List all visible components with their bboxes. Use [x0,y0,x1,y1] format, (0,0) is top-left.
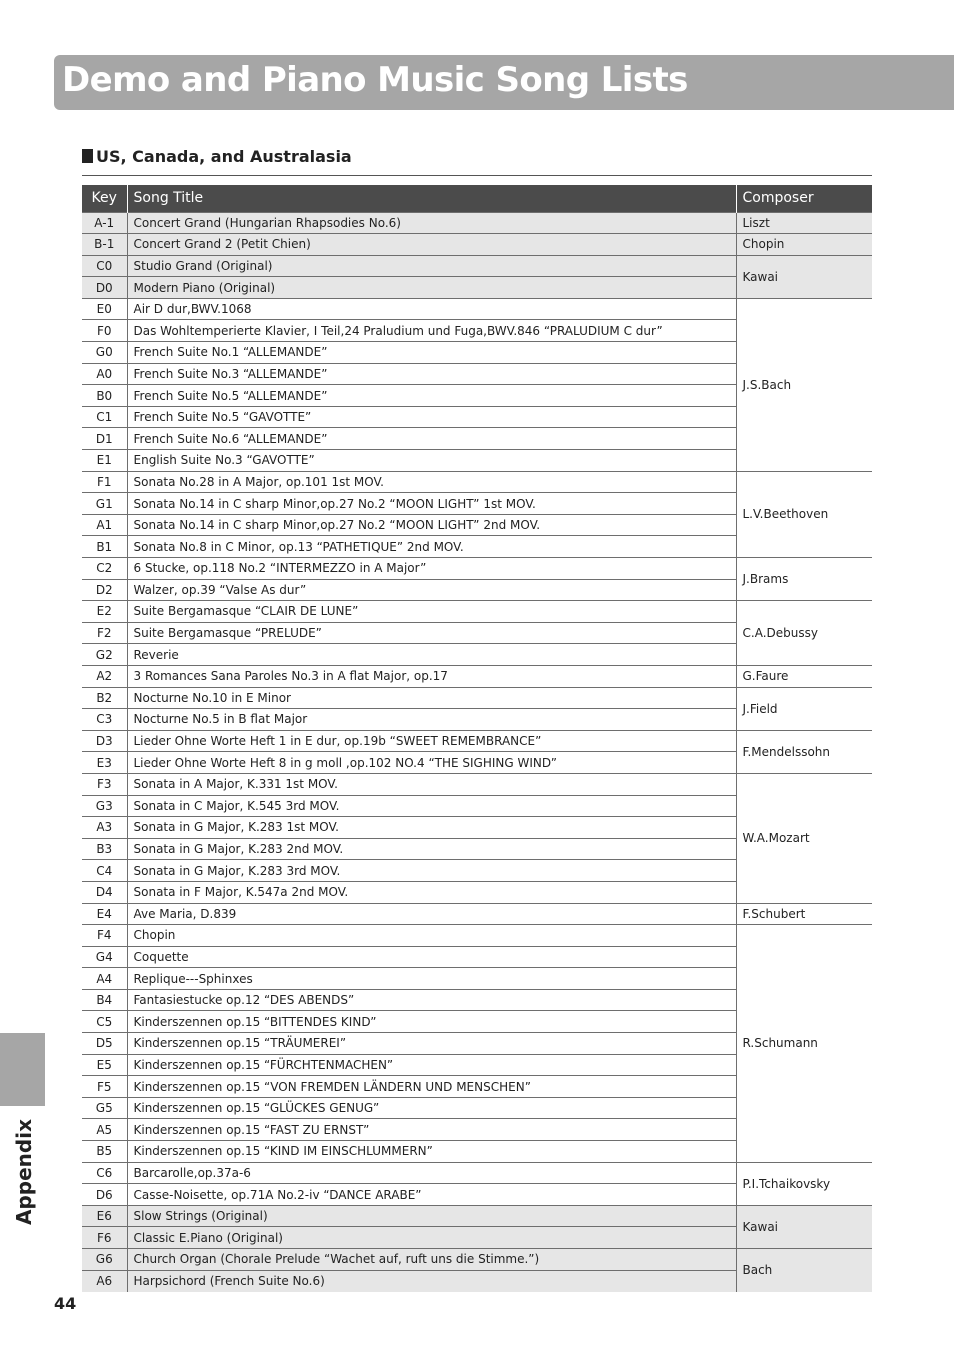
cell-composer: R.Schumann [736,925,872,1163]
cell-song-title: Concert Grand (Hungarian Rhapsodies No.6) [127,212,736,234]
cell-song-title: Sonata No.8 in C Minor, op.13 “PATHETIQUE” 2nd MOV. [127,536,736,558]
cell-key: E1 [82,450,127,472]
cell-song-title: Kinderszennen op.15 “BITTENDES KIND” [127,1011,736,1033]
cell-key: B-1 [82,234,127,256]
table-row [82,234,872,256]
cell-key: E5 [82,1054,127,1076]
cell-key: G3 [82,795,127,817]
cell-key: E6 [82,1205,127,1227]
side-tab [0,1033,45,1106]
cell-song-title: Fantasiestucke op.12 “DES ABENDS” [127,989,736,1011]
cell-key: A2 [82,665,127,687]
cell-song-title: 6 Stucke, op.118 No.2 “INTERMEZZO in A Major” [127,558,736,580]
title-band [54,55,954,110]
cell-song-title: Coquette [127,946,736,968]
cell-song-title: 3 Romances Sana Paroles No.3 in A flat Major, op.17 [127,665,736,687]
cell-key: E0 [82,298,127,320]
cell-song-title: Sonata in G Major, K.283 3rd MOV. [127,860,736,882]
song-list-table [82,185,872,1292]
cell-key: D2 [82,579,127,601]
header-composer: Composer [736,185,872,212]
cell-key: E4 [82,903,127,925]
cell-key: F0 [82,320,127,342]
cell-key: B1 [82,536,127,558]
cell-key: F5 [82,1076,127,1098]
cell-key: A3 [82,817,127,839]
cell-key: E2 [82,601,127,623]
cell-song-title: Studio Grand (Original) [127,255,736,277]
cell-song-title: French Suite No.1 “ALLEMANDE” [127,342,736,364]
cell-song-title: Casse-Noisette, op.71A No.2-iv “DANCE ARABE” [127,1184,736,1206]
cell-song-title: Chopin [127,925,736,947]
cell-song-title: French Suite No.3 “ALLEMANDE” [127,363,736,385]
cell-song-title: Kinderszennen op.15 “TRÄUMEREI” [127,1033,736,1055]
cell-key: A4 [82,968,127,990]
cell-song-title: Kinderszennen op.15 “FAST ZU ERNST” [127,1119,736,1141]
cell-song-title: Ave Maria, D.839 [127,903,736,925]
page-title: Demo and Piano Music Song Lists [62,60,688,100]
cell-composer: J.Field [736,687,872,730]
table-row [82,925,872,947]
cell-key: D4 [82,881,127,903]
cell-composer: C.A.Debussy [736,601,872,666]
cell-song-title: Suite Bergamasque “CLAIR DE LUNE” [127,601,736,623]
header-key: Key [82,185,127,212]
cell-song-title: Lieder Ohne Worte Heft 1 in E dur, op.19b “SWEET REMEMBRANCE” [127,730,736,752]
cell-key: B4 [82,989,127,1011]
table-header-row [82,185,872,212]
cell-composer: Liszt [736,212,872,234]
cell-composer: J.Brams [736,558,872,601]
cell-key: B0 [82,385,127,407]
cell-key: F1 [82,471,127,493]
table-row [82,1249,872,1271]
cell-song-title: Kinderszennen op.15 “KIND IM EINSCHLUMMERN” [127,1141,736,1163]
cell-key: B5 [82,1141,127,1163]
table-row [82,471,872,493]
cell-song-title: French Suite No.5 “ALLEMANDE” [127,385,736,407]
cell-song-title: Sonata in G Major, K.283 2nd MOV. [127,838,736,860]
cell-key: E3 [82,752,127,774]
cell-key: B2 [82,687,127,709]
section-title: US, Canada, and Australasia [96,146,352,166]
cell-song-title: Reverie [127,644,736,666]
cell-song-title: Harpsichord (French Suite No.6) [127,1270,736,1292]
table-row [82,730,872,752]
cell-composer: W.A.Mozart [736,773,872,903]
section-marker-icon [82,149,93,163]
table-row [82,601,872,623]
cell-song-title: Nocturne No.10 in E Minor [127,687,736,709]
cell-key: A0 [82,363,127,385]
cell-song-title: Slow Strings (Original) [127,1205,736,1227]
cell-composer: P.I.Tchaikovsky [736,1162,872,1205]
cell-song-title: Sonata No.28 in A Major, op.101 1st MOV. [127,471,736,493]
cell-key: D1 [82,428,127,450]
cell-key: F6 [82,1227,127,1249]
cell-composer: F.Schubert [736,903,872,925]
cell-key: C0 [82,255,127,277]
cell-key: D0 [82,277,127,299]
header-song-title: Song Title [127,185,736,212]
cell-composer: F.Mendelssohn [736,730,872,773]
cell-key: G1 [82,493,127,515]
cell-composer: Kawai [736,1205,872,1248]
cell-key: C3 [82,709,127,731]
cell-key: C5 [82,1011,127,1033]
table-row [82,773,872,795]
table-row [82,903,872,925]
cell-song-title: French Suite No.6 “ALLEMANDE” [127,428,736,450]
table-body [82,212,872,1292]
cell-composer: J.S.Bach [736,298,872,471]
cell-key: A-1 [82,212,127,234]
cell-key: C4 [82,860,127,882]
side-tab-label-wrap [4,1119,44,1225]
cell-song-title: Concert Grand 2 (Petit Chien) [127,234,736,256]
cell-song-title: Barcarolle,op.37a-6 [127,1162,736,1184]
page-number: 44 [54,1294,77,1313]
cell-key: G4 [82,946,127,968]
cell-song-title: Church Organ (Chorale Prelude “Wachet auf, ruft uns die Stimme.”) [127,1249,736,1271]
table-row [82,687,872,709]
cell-song-title: Sonata No.14 in C sharp Minor,op.27 No.2 “MOON LIGHT” 2nd MOV. [127,514,736,536]
cell-key: D6 [82,1184,127,1206]
cell-key: D5 [82,1033,127,1055]
cell-key: G6 [82,1249,127,1271]
cell-song-title: Sonata in F Major, K.547a 2nd MOV. [127,881,736,903]
cell-composer: Bach [736,1249,872,1292]
cell-song-title: Sonata in C Major, K.545 3rd MOV. [127,795,736,817]
table-row [82,1205,872,1227]
cell-key: F2 [82,622,127,644]
cell-composer: Kawai [736,255,872,298]
cell-composer: L.V.Beethoven [736,471,872,557]
cell-key: F4 [82,925,127,947]
cell-key: G2 [82,644,127,666]
cell-key: A6 [82,1270,127,1292]
table-row [82,255,872,277]
cell-key: F3 [82,773,127,795]
cell-song-title: Modern Piano (Original) [127,277,736,299]
cell-song-title: Lieder Ohne Worte Heft 8 in g moll ,op.102 NO.4 “THE SIGHING WIND” [127,752,736,774]
cell-song-title: Sonata in G Major, K.283 1st MOV. [127,817,736,839]
cell-key: C2 [82,558,127,580]
cell-song-title: Walzer, op.39 “Valse As dur” [127,579,736,601]
cell-key: A1 [82,514,127,536]
table-row [82,1162,872,1184]
cell-song-title: Air D dur,BWV.1068 [127,298,736,320]
table-row [82,298,872,320]
section-heading [82,145,352,167]
table-row [82,212,872,234]
cell-song-title: Replique---Sphinxes [127,968,736,990]
cell-key: C6 [82,1162,127,1184]
cell-song-title: Kinderszennen op.15 “GLÜCKES GENUG” [127,1097,736,1119]
cell-song-title: Kinderszennen op.15 “VON FREMDEN LÄNDERN UND MENSCHEN” [127,1076,736,1098]
cell-key: B3 [82,838,127,860]
cell-song-title: Sonata in A Major, K.331 1st MOV. [127,773,736,795]
side-tab-label: Appendix [12,1119,36,1225]
cell-song-title: Classic E.Piano (Original) [127,1227,736,1249]
table-row [82,558,872,580]
cell-song-title: Kinderszennen op.15 “FÜRCHTENMACHEN” [127,1054,736,1076]
table-row [82,665,872,687]
cell-song-title: Sonata No.14 in C sharp Minor,op.27 No.2 “MOON LIGHT” 1st MOV. [127,493,736,515]
cell-key: C1 [82,406,127,428]
cell-key: G5 [82,1097,127,1119]
cell-composer: Chopin [736,234,872,256]
cell-key: A5 [82,1119,127,1141]
section-divider [82,175,872,176]
cell-song-title: Das Wohltemperierte Klavier, I Teil,24 Praludium und Fuga,BWV.846 “PRALUDIUM C dur” [127,320,736,342]
cell-key: G0 [82,342,127,364]
cell-song-title: English Suite No.3 “GAVOTTE” [127,450,736,472]
cell-song-title: French Suite No.5 “GAVOTTE” [127,406,736,428]
cell-composer: G.Faure [736,665,872,687]
cell-song-title: Suite Bergamasque “PRELUDE” [127,622,736,644]
cell-song-title: Nocturne No.5 in B flat Major [127,709,736,731]
cell-key: D3 [82,730,127,752]
